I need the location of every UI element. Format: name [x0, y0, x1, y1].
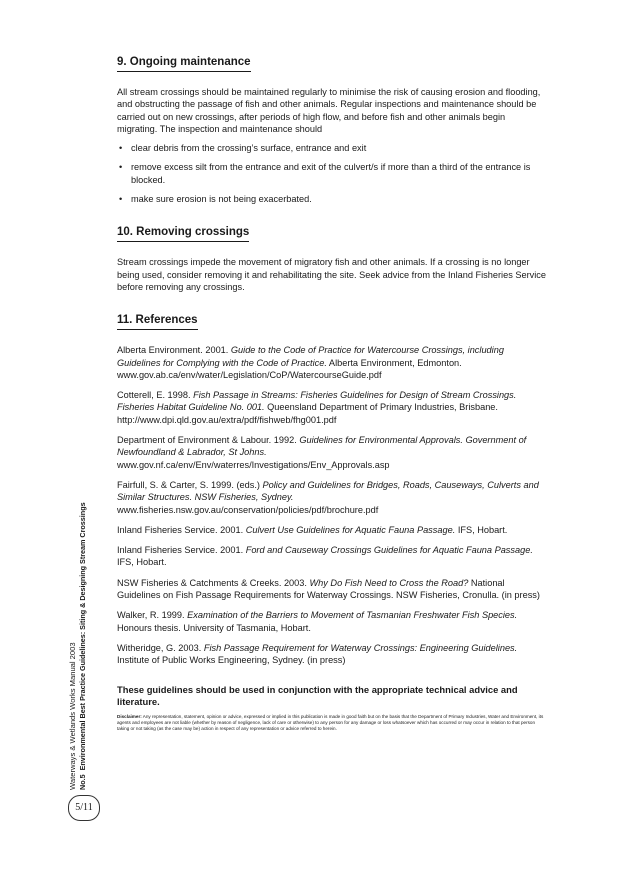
- reference-author: Walker, R. 1999.: [117, 610, 188, 621]
- maintenance-list: [117, 142, 547, 205]
- section-references: [117, 310, 547, 666]
- reference-url[interactable]: www.gov.ab.ca/env/water/Legislation/CoP/WatercourseGuide.pdf: [117, 369, 382, 380]
- reference-url[interactable]: www.fisheries.nsw.gov.au/conservation/policies/pdf/brochure.pdf: [117, 504, 379, 515]
- reference-entry: [117, 609, 547, 634]
- section-heading: 10. Removing crossings: [117, 226, 249, 242]
- list-item: [117, 142, 547, 154]
- reference-publisher: Alberta Environment, Edmonton.: [326, 357, 462, 368]
- guideline-number: No.5: [77, 774, 87, 790]
- page-number-badge: 5/11: [68, 795, 100, 821]
- list-item-text: make sure erosion is not being exacerbated.: [131, 194, 312, 205]
- reference-author: Cotterell, E. 1998.: [117, 390, 194, 401]
- reference-publisher: National Guidelines on Fish Passage Requirements for Waterway Crossings. NSW Fisheries, Cronulla. (in press): [117, 577, 540, 601]
- reference-publisher: IFS, Hobart.: [455, 524, 508, 535]
- section-maintenance: [117, 52, 547, 205]
- reference-title: Fish Passage Requirement for Waterway Crossings: Engineering Guidelines.: [203, 642, 518, 653]
- reference-title: Culvert Use Guidelines for Aquatic Fauna Passage.: [245, 524, 456, 535]
- reference-publisher: Queensland Department of Primary Industries, Brisbane.: [264, 402, 498, 413]
- guideline-title: [78, 490, 88, 790]
- list-item-text: clear debris from the crossing’s surface, entrance and exit: [131, 143, 367, 154]
- reference-url[interactable]: www.gov.nf.ca/env/Env/waterres/Investigations/Env_Approvals.asp: [117, 459, 390, 470]
- disclaimer: [117, 714, 547, 733]
- manual-title: Waterways & Wetlands Works Manual 2003: [68, 642, 77, 790]
- reference-publisher: Honours thesis. University of Tasmania, Hobart.: [117, 622, 311, 633]
- reference-author: Alberta Environment. 2001.: [117, 345, 231, 356]
- section-removing: [117, 222, 547, 293]
- section-paragraph: Stream crossings impede the movement of migratory fish and other animals. If a crossing is no longer being used, consider removing it and rehabilitating the site. Seek advice from the Inland Fisheries Service before removing any crossings.: [117, 257, 546, 292]
- reference-entry: [117, 577, 547, 602]
- reference-entry: [117, 344, 547, 381]
- reference-title: Examination of the Barriers to Movement of Tasmanian Freshwater Fish Species.: [187, 610, 518, 621]
- disclaimer-label: Disclaimer:: [117, 713, 142, 719]
- guideline-name: Environmental Best Practice Guidelines: Siting & Designing Stream Crossings: [77, 502, 87, 771]
- list-item: [117, 193, 547, 205]
- section-heading: 9. Ongoing maintenance: [117, 56, 251, 72]
- reference-title: Why Do Fish Need to Cross the Road?: [309, 577, 469, 588]
- reference-title: Ford and Causeway Crossings Guidelines for Aquatic Fauna Passage.: [245, 545, 533, 556]
- reference-author: Inland Fisheries Service. 2001.: [117, 545, 246, 556]
- list-item: [117, 161, 547, 186]
- reference-author: Witheridge, G. 2003.: [117, 642, 204, 653]
- bullet-icon: •: [119, 194, 123, 205]
- reference-entry: [117, 642, 547, 667]
- reference-title: Fish Passage in Streams: Fisheries Guidelines for Design of Stream Crossings. Fisheries Habitat Guideline No. 001.: [117, 390, 517, 413]
- reference-entry: [117, 544, 547, 569]
- closing-note: These guidelines should be used in conjunction with the appropriate technical advice and literature.: [117, 683, 518, 707]
- list-item-text: remove excess silt from the entrance and exit of the culvert/s if more than a third of the entrance is blocked.: [131, 162, 531, 185]
- reference-author: Inland Fisheries Service. 2001.: [117, 524, 246, 535]
- bullet-icon: •: [119, 143, 123, 154]
- disclaimer-text: Any representation, statement, opinion or advice, expressed or implied in this publication is made in good faith but on the basis that the Department of Primary Industries, Water and Environment, its agents and employees are not liable (whether by reason of negligence, lack of care or otherwise) to any person for any damage or loss whatsoever which has occurred or may occur in relation to that person taking or not taking (as the case may be) action in respect of any representation or advice referred to herein.: [117, 713, 544, 732]
- sidebar-footer: [68, 490, 87, 790]
- reference-entry: [117, 389, 547, 426]
- reference-entry: [117, 524, 547, 536]
- section-paragraph: All stream crossings should be maintained regularly to minimise the risk of causing erosion and flooding, and obstructing the passage of fish and other animals. Regular inspections and maintenance should be carried out on new crossings, after periods of high flow, and before fish and other animals begin migrating. The inspection and maintenance should: [117, 87, 541, 134]
- reference-publisher: IFS, Hobart.: [117, 557, 167, 568]
- reference-title: Policy and Guidelines for Bridges, Roads, Causeways, Culverts and Similar Structures. NSW Fisheries, Sydney.: [117, 479, 539, 503]
- reference-author: Fairfull, S. & Carter, S. 1999. (eds.): [117, 479, 263, 490]
- reference-entry: [117, 479, 547, 516]
- reference-title: Guide to the Code of Practice for Watercourse Crossings, including Guidelines for Complying with the Code of Practice.: [117, 345, 504, 368]
- section-heading: 11. References: [117, 314, 198, 330]
- reference-author: Department of Environment & Labour. 1992.: [117, 435, 300, 446]
- reference-title: Guidelines for Environmental Approvals. Government of Newfoundland & Labrador, St Johns.: [117, 435, 527, 458]
- reference-url[interactable]: http://www.dpi.qld.gov.au/extra/pdf/fishweb/fhg001.pdf: [117, 414, 337, 425]
- reference-publisher: Institute of Public Works Engineering, Sydney. (in press): [117, 655, 346, 666]
- bullet-icon: •: [119, 162, 123, 173]
- reference-author: NSW Fisheries & Catchments & Creeks. 2003.: [117, 577, 310, 588]
- reference-entry: [117, 434, 547, 471]
- page-content: [117, 52, 547, 733]
